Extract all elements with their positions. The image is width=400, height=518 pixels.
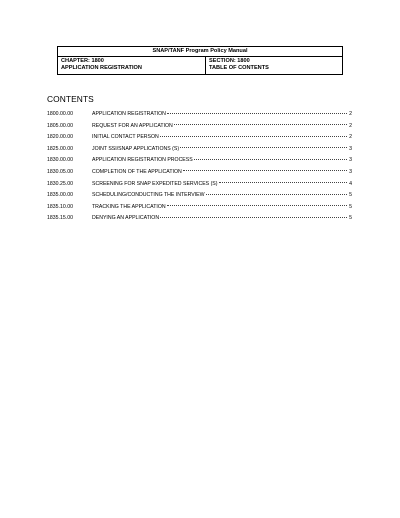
toc-entry[interactable] — [47, 144, 352, 156]
toc-entry[interactable] — [47, 202, 352, 214]
toc-entry-number: 1830.00.00 — [47, 157, 73, 164]
toc-dot-leader — [160, 217, 347, 218]
toc-entry-number: 1835.10.00 — [47, 203, 73, 210]
toc-entry-title[interactable]: REQUEST FOR AN APPLICATION — [92, 122, 173, 129]
toc-entry-page[interactable]: 3 — [349, 157, 352, 164]
toc-entry-title[interactable]: APPLICATION REGISTRATION PROCESS — [92, 157, 193, 164]
manual-title: SNAP/TANF Program Policy Manual — [58, 47, 343, 57]
toc-entry[interactable] — [47, 121, 352, 133]
toc-entry-page[interactable]: 3 — [349, 168, 352, 175]
toc-entry-page[interactable]: 2 — [349, 122, 352, 129]
toc-dot-leader — [167, 113, 347, 114]
section-cell — [206, 57, 343, 75]
toc-entry-page[interactable]: 5 — [349, 203, 352, 210]
toc-entry[interactable] — [47, 179, 352, 191]
toc-entry-title[interactable]: COMPLETION OF THE APPLICATION — [92, 168, 182, 175]
toc-entry-number: 1805.00.00 — [47, 122, 73, 129]
toc-dot-leader — [183, 170, 347, 171]
toc-entry[interactable] — [47, 167, 352, 179]
toc-entry[interactable] — [47, 190, 352, 202]
toc-dot-leader — [167, 205, 347, 206]
toc-dot-leader — [219, 182, 348, 183]
toc-entry-title[interactable]: DENYING AN APPLICATION — [92, 215, 160, 222]
toc-entry-page[interactable]: 2 — [349, 111, 352, 117]
toc-entry-title[interactable]: SCHEDULING/CONDUCTING THE INTERVIEW — [92, 192, 205, 199]
contents-heading: CONTENTS — [47, 94, 94, 104]
toc-entry[interactable] — [47, 213, 352, 225]
toc-dot-leader — [206, 194, 347, 195]
manual-header-table — [57, 46, 343, 75]
toc-entry-number: 1830.05.00 — [47, 168, 73, 175]
toc-entry-title[interactable]: JOINT SSI/SNAP APPLICATIONS (S) — [92, 145, 180, 152]
chapter-cell — [58, 57, 206, 75]
toc-entry-page[interactable]: 4 — [349, 180, 352, 187]
toc-entry-title[interactable]: SCREENING FOR SNAP EXPEDITED SERVICES (S) — [92, 180, 218, 187]
toc-dot-leader — [174, 124, 347, 125]
toc-entry[interactable] — [47, 109, 352, 121]
toc-entry-title[interactable]: APPLICATION REGISTRATION — [92, 111, 166, 117]
section-label: SECTION: 1800 — [209, 58, 250, 64]
chapter-label: CHAPTER: 1800 — [61, 58, 104, 64]
toc-entry-page[interactable]: 5 — [349, 192, 352, 199]
toc-entry-number: 1825.00.00 — [47, 145, 73, 152]
toc-entry[interactable] — [47, 155, 352, 167]
toc-dot-leader — [160, 136, 347, 137]
toc-entry-number: 1830.25.00 — [47, 180, 73, 187]
toc-entry[interactable] — [47, 132, 352, 144]
toc-entry-page[interactable]: 3 — [349, 145, 352, 152]
toc-dot-leader — [194, 159, 347, 160]
toc-entry-number: 1800.00.00 — [47, 111, 73, 117]
toc-entry-number: 1835.15.00 — [47, 215, 73, 222]
toc-entry-page[interactable]: 2 — [349, 134, 352, 141]
toc-entry-page[interactable]: 5 — [349, 215, 352, 222]
toc-entry-title[interactable]: TRACKING THE APPLICATION — [92, 203, 166, 210]
toc-entry-number: 1820.00.00 — [47, 134, 73, 141]
table-of-contents — [47, 109, 352, 225]
toc-entry-title[interactable]: INITIAL CONTACT PERSON — [92, 134, 159, 141]
toc-dot-leader — [180, 147, 347, 148]
section-name: TABLE OF CONTENTS — [209, 65, 269, 72]
chapter-name: APPLICATION REGISTRATION — [61, 65, 142, 72]
toc-entry-number: 1835.00.00 — [47, 192, 73, 199]
